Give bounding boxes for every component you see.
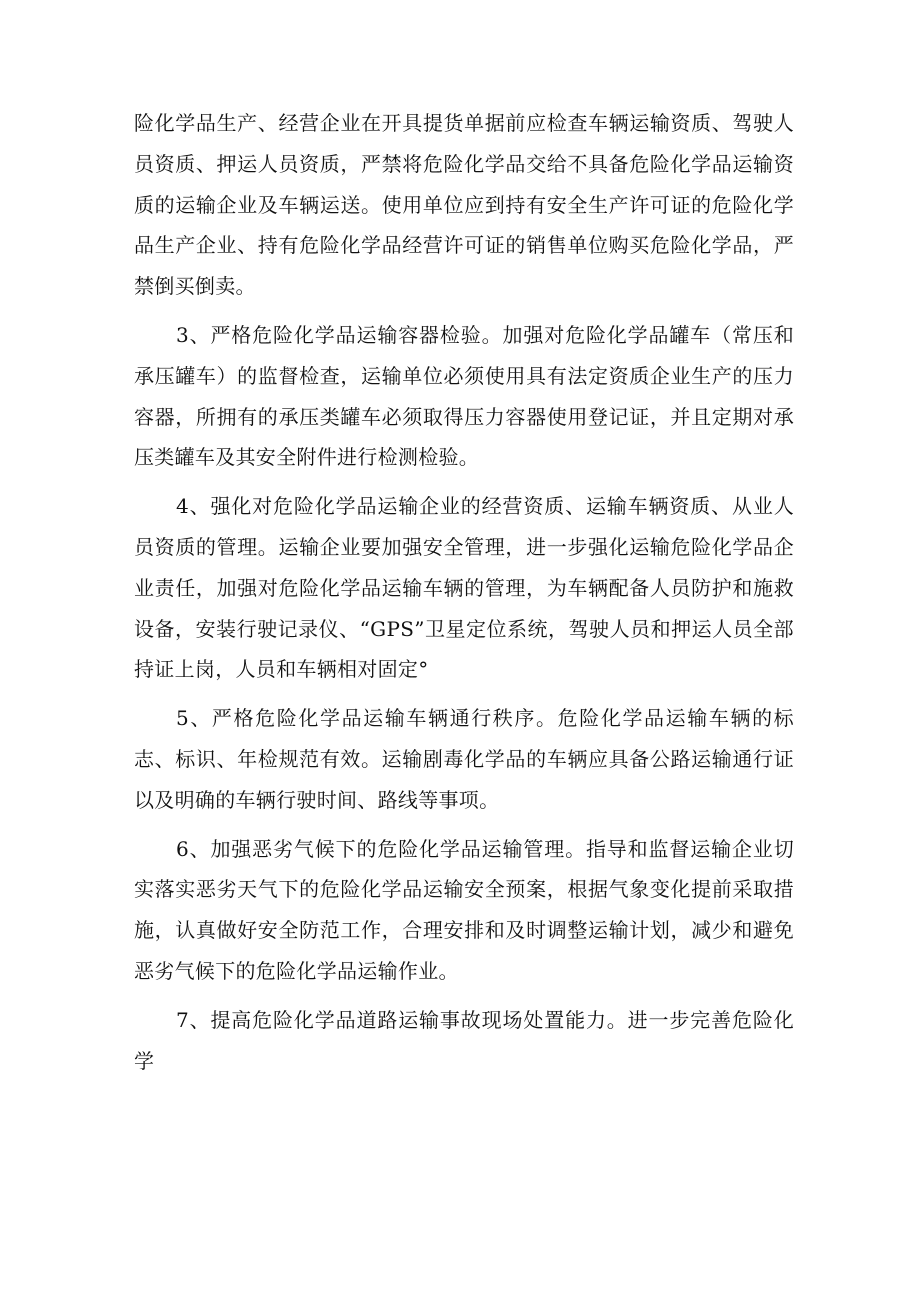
document-body xyxy=(134,103,794,1081)
paragraph-item-6: 6、加强恶劣气候下的危险化学品运输管理。指导和监督运输企业切实落实恶劣天气下的危险化学品运输安全预案，根据气象变化提前采取措施，认真做好安全防范工作，合理安排和及时调整运输计划，减少和避免恶劣气候下的危险化学品运输作业。 xyxy=(134,836,794,983)
paragraph-item-3: 3、严格危险化学品运输容器检验。加强对危险化学品罐车（常压和承压罐车）的监督检查，运输单位必须使用具有法定资质企业生产的压力容器，所拥有的承压类罐车必须取得压力容器使用登记证，并且定期对承压类罐车及其安全附件进行检测检验。 xyxy=(134,322,794,470)
paragraph-item-5: 5、严格危险化学品运输车辆通行秩序。危险化学品运输车辆的标志、标识、年检规范有效。运输剧毒化学品的车辆应具备公路运输通行证以及明确的车辆行驶时间、路线等事项。 xyxy=(134,706,794,812)
paragraph-item-7: 7、提高危险化学品道路运输事故现场处置能力。进一步完善危险化学 xyxy=(134,1007,794,1073)
paragraph-item-4: 4、强化对危险化学品运输企业的经营资质、运输车辆资质、从业人员资质的管理。运输企业要加强安全管理，进一步强化运输危险化学品企业责任，加强对危险化学品运输车辆的管理，为车辆配备人员防护和施救设备，安装行驶记录仪、“GPS”卫星定位系统，驾驶人员和押运人员全部持证上岗，人员和车辆相对固定° xyxy=(134,494,794,682)
paragraph-continuation: 险化学品生产、经营企业在开具提货单据前应检查车辆运输资质、驾驶人员资质、押运人员资质，严禁将危险化学品交给不具备危险化学品运输资质的运输企业及车辆运送。使用单位应到持有安全生产许可证的危险化学品生产企业、持有危险化学品经营许可证的销售单位购买危险化学品，严禁倒买倒卖。 xyxy=(134,111,794,299)
